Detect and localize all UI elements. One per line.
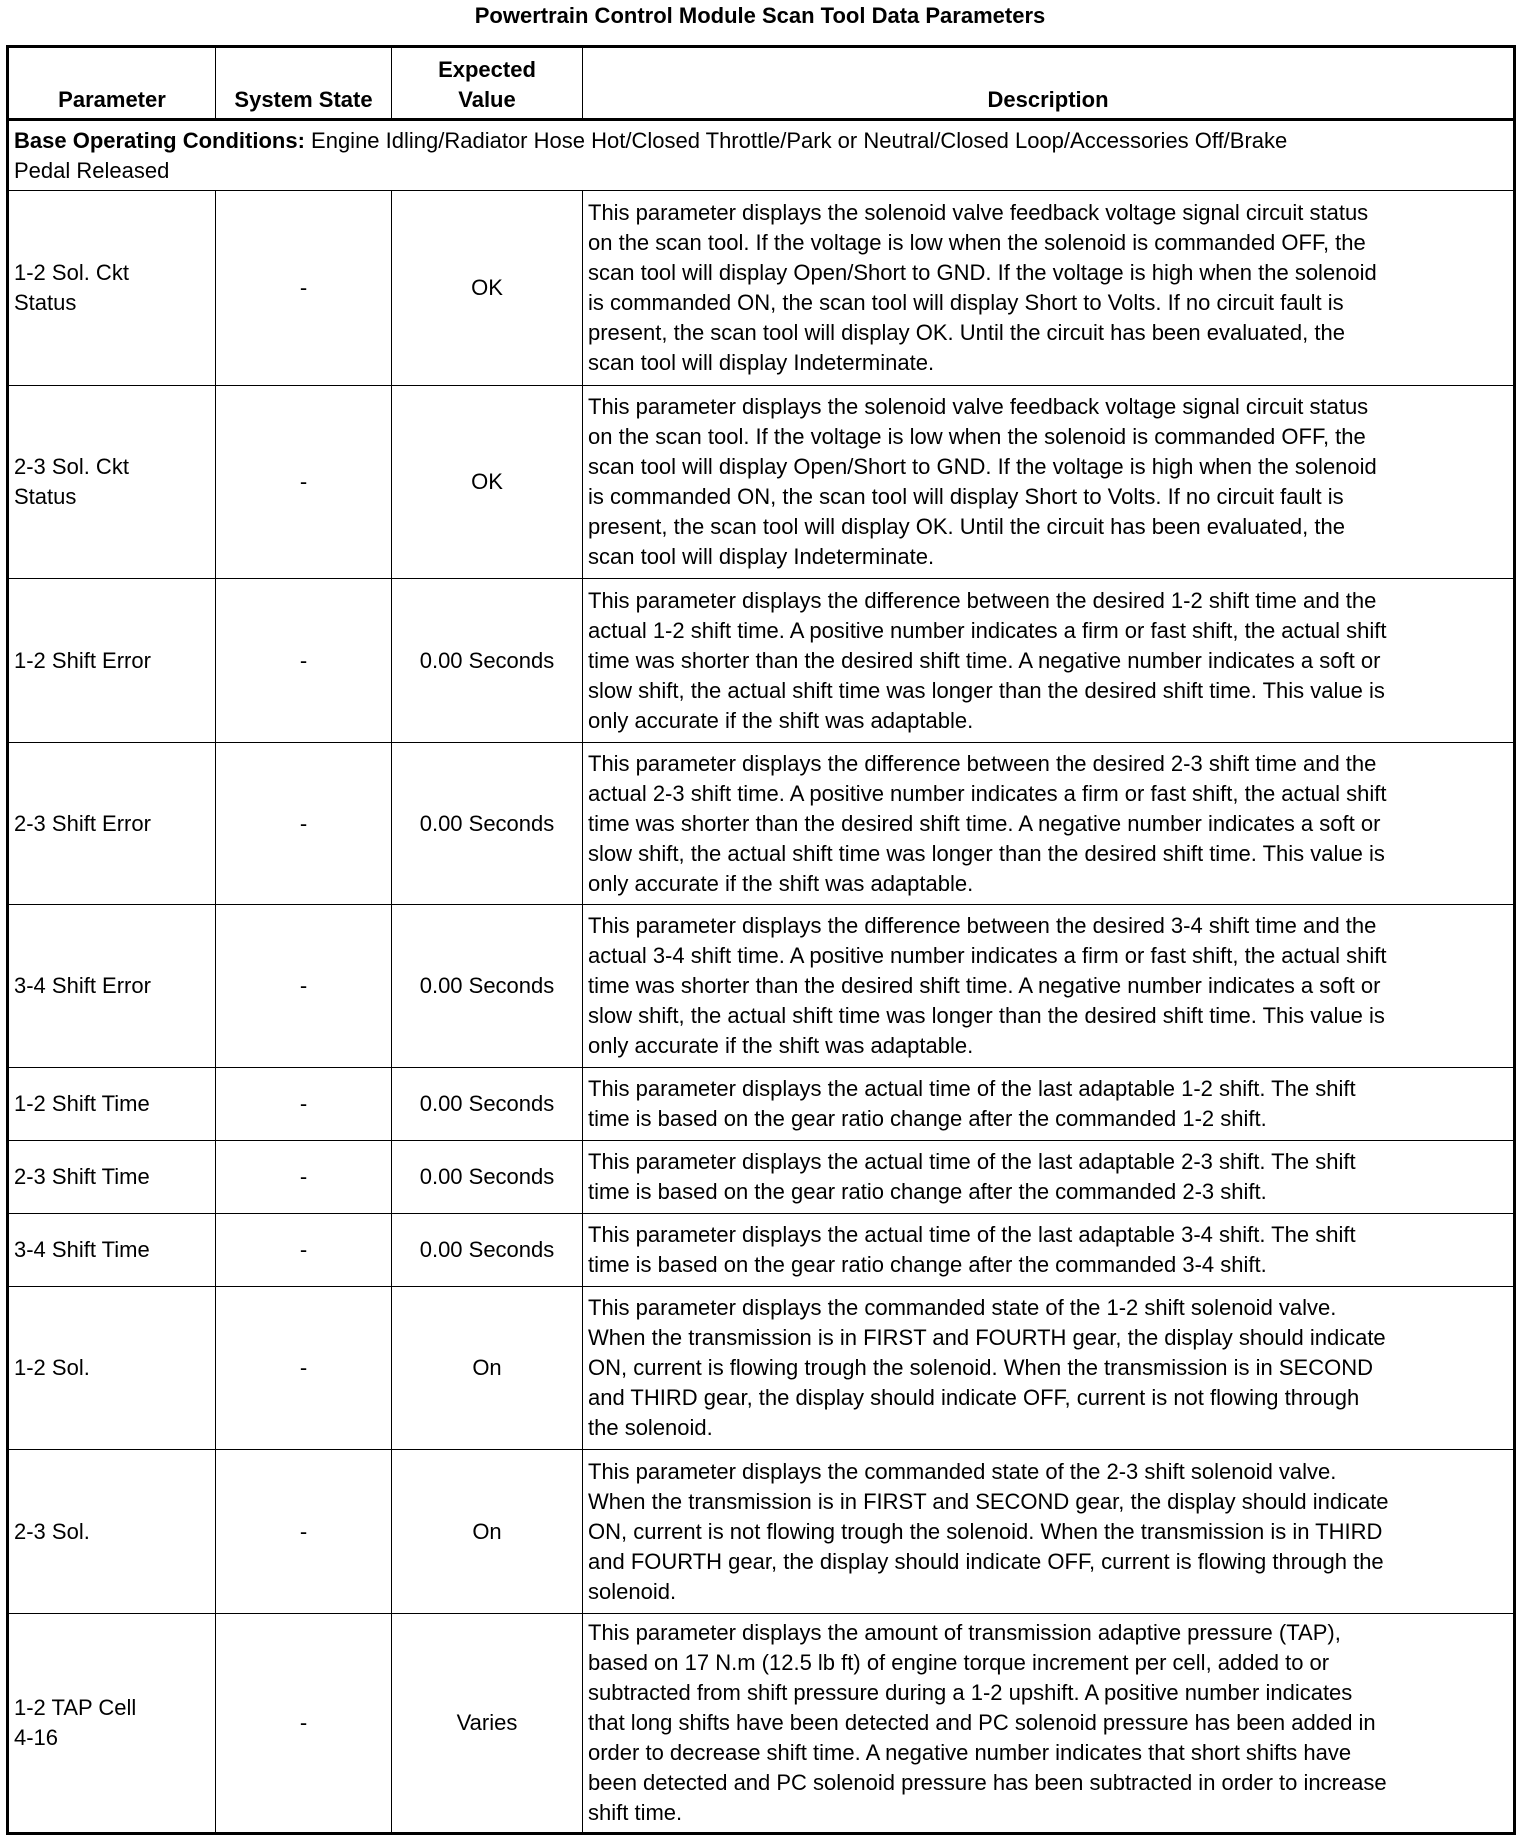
param-cell: 2-3 Shift Time [8,1141,216,1214]
system-state-cell: - [216,1287,392,1450]
param-cell: 3-4 Shift Time [8,1214,216,1287]
base-conditions [8,120,1515,191]
table-row [8,1614,1515,1834]
expected-value-cell: 0.00 Seconds [392,1141,583,1214]
document-title: Powertrain Control Module Scan Tool Data Parameters [474,3,1046,28]
system-state-cell: - [216,579,392,743]
description-cell: This parameter displays the solenoid valve feedback voltage signal circuit status on the scan tool. If the voltage is low when the solenoid is commanded OFF, the scan tool will display Open/Short to GND. If the voltage is high when the solenoid is commanded ON, the scan tool will display Short to Volts. If no circuit fault is present, the scan tool will display OK. Until the circuit has been evaluated, the scan tool will display Indeterminate. [583,386,1515,579]
description-cell: This parameter displays the difference between the desired 3-4 shift time and the actual 3-4 shift time. A positive number indicates a firm or fast shift, the actual shift time was shorter than the desired shift time. A negative number indicates a soft or slow shift, the actual shift time was longer than the desired shift time. This value is only accurate if the shift was adaptable. [583,905,1515,1068]
system-state-cell: - [216,1068,392,1141]
param-cell: 1-2 Sol. [8,1287,216,1450]
expected-value-cell: 0.00 Seconds [392,905,583,1068]
base-conditions-label: Base Operating Conditions: [14,127,305,153]
param-cell: 1-2 Sol. Ckt Status [8,191,216,386]
table-row [8,1450,1515,1614]
table-row [8,386,1515,579]
system-state-cell: - [216,1214,392,1287]
expected-value-cell: Varies [392,1614,583,1834]
scan-tool-data-table [6,45,1516,1835]
system-state-cell: - [216,1614,392,1834]
system-state-cell: - [216,743,392,905]
expected-value-cell: 0.00 Seconds [392,1214,583,1287]
header-description: Description [583,47,1515,120]
description-cell: This parameter displays the difference between the desired 2-3 shift time and the actual 2-3 shift time. A positive number indicates a firm or fast shift, the actual shift time was shorter than the desired shift time. A negative number indicates a soft or slow shift, the actual shift time was longer than the desired shift time. This value is only accurate if the shift was adaptable. [583,743,1515,905]
description-cell: This parameter displays the actual time of the last adaptable 3-4 shift. The shift time is based on the gear ratio change after the commanded 3-4 shift. [583,1214,1515,1287]
base-conditions-text: Engine Idling/Radiator Hose Hot/Closed Throttle/Park or Neutral/Closed Loop/Accessories Off/Brake Pedal Released [14,127,1288,183]
description-cell: This parameter displays the actual time of the last adaptable 2-3 shift. The shift time is based on the gear ratio change after the commanded 2-3 shift. [583,1141,1515,1214]
expected-value-cell: 0.00 Seconds [392,1068,583,1141]
table-row [8,1068,1515,1141]
description-cell: This parameter displays the amount of transmission adaptive pressure (TAP), based on 17 N.m (12.5 lb ft) of engine torque increment per cell, added to or subtracted from shift pressure during a 1-2 upshift. A positive number indicates that long shifts have been detected and PC solenoid pressure has been added in order to decrease shift time. A negative number indicates that short shifts have been detected and PC solenoid pressure has been subtracted in order to increase shift time. [583,1614,1515,1834]
description-cell: This parameter displays the difference between the desired 1-2 shift time and the actual 1-2 shift time. A positive number indicates a firm or fast shift, the actual shift time was shorter than the desired shift time. A negative number indicates a soft or slow shift, the actual shift time was longer than the desired shift time. This value is only accurate if the shift was adaptable. [583,579,1515,743]
table-row [8,905,1515,1068]
description-cell: This parameter displays the solenoid valve feedback voltage signal circuit status on the scan tool. If the voltage is low when the solenoid is commanded OFF, the scan tool will display Open/Short to GND. If the voltage is high when the solenoid is commanded ON, the scan tool will display Short to Volts. If no circuit fault is present, the scan tool will display OK. Until the circuit has been evaluated, the scan tool will display Indeterminate. [583,191,1515,386]
table-row [8,1141,1515,1214]
table-row [8,1214,1515,1287]
expected-value-cell: 0.00 Seconds [392,743,583,905]
expected-value-cell: OK [392,191,583,386]
header-row [8,47,1515,120]
system-state-cell: - [216,1141,392,1214]
table-row [8,191,1515,386]
param-cell: 1-2 Shift Time [8,1068,216,1141]
header-parameter: Parameter [8,47,216,120]
param-cell: 3-4 Shift Error [8,905,216,1068]
system-state-cell: - [216,191,392,386]
param-cell: 2-3 Sol. [8,1450,216,1614]
table-row [8,743,1515,905]
expected-value-cell: 0.00 Seconds [392,579,583,743]
param-cell: 2-3 Shift Error [8,743,216,905]
expected-value-cell: OK [392,386,583,579]
header-system-state: System State [216,47,392,120]
system-state-cell: - [216,1450,392,1614]
header-expected-value: Expected Value [392,47,583,120]
expected-value-cell: On [392,1287,583,1450]
table-row [8,579,1515,743]
expected-value-cell: On [392,1450,583,1614]
system-state-cell: - [216,905,392,1068]
description-cell: This parameter displays the commanded state of the 1-2 shift solenoid valve. When the transmission is in FIRST and FOURTH gear, the display should indicate ON, current is flowing trough the solenoid. When the transmission is in SECOND and THIRD gear, the display should indicate OFF, current is not flowing through the solenoid. [583,1287,1515,1450]
base-conditions-row [8,120,1515,191]
description-cell: This parameter displays the commanded state of the 2-3 shift solenoid valve. When the transmission is in FIRST and SECOND gear, the display should indicate ON, current is not flowing trough the solenoid. When the transmission is in THIRD and FOURTH gear, the display should indicate OFF, current is flowing through the solenoid. [583,1450,1515,1614]
table-row [8,1287,1515,1450]
param-cell: 2-3 Sol. Ckt Status [8,386,216,579]
param-cell: 1-2 TAP Cell 4-16 [8,1614,216,1834]
param-cell: 1-2 Shift Error [8,579,216,743]
description-cell: This parameter displays the actual time of the last adaptable 1-2 shift. The shift time is based on the gear ratio change after the commanded 1-2 shift. [583,1068,1515,1141]
system-state-cell: - [216,386,392,579]
